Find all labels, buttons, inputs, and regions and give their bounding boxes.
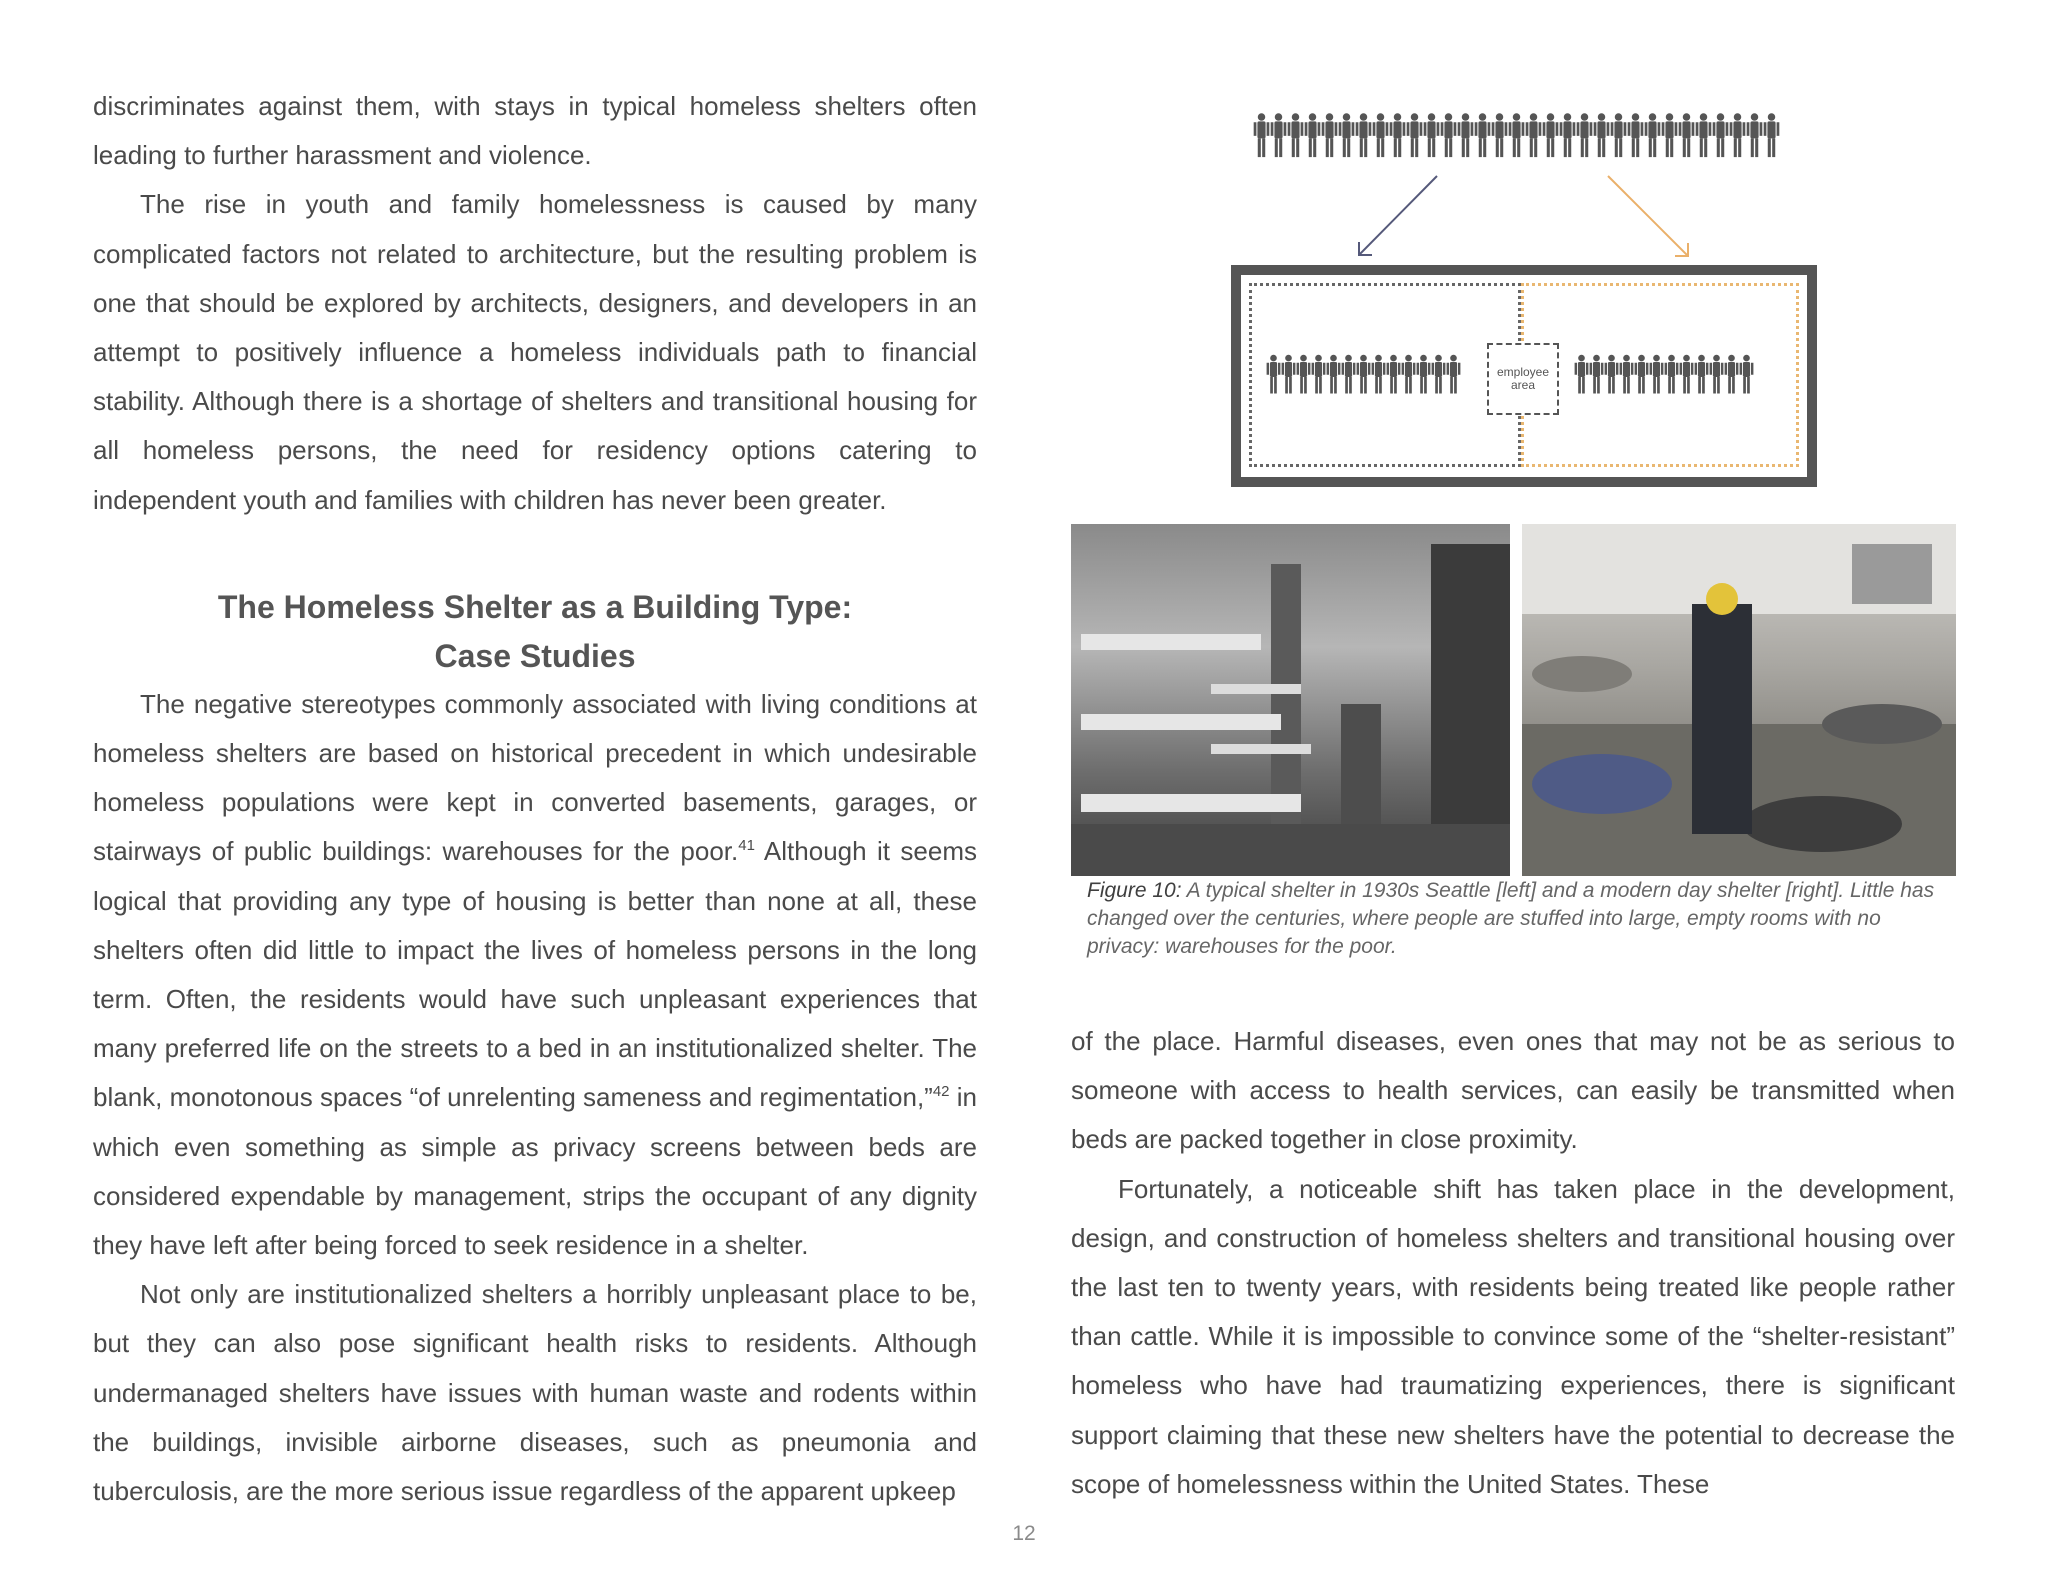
footnote-ref: 41 xyxy=(738,837,755,855)
person-icon xyxy=(1266,351,1281,397)
person-icon xyxy=(1281,351,1296,397)
person-icon xyxy=(1649,351,1664,397)
footnote-ref: 42 xyxy=(932,1083,950,1101)
paragraph: Fortunately, a noticeable shift has taken place in the development, design, and construction of homeless shelters and transitional housing over the last ten to twenty years, with residents being treated like people rather than cattle. While it is impossible to convince some of the “shelter-resistant” homeless who have had traumatizing experiences, there is significant support claiming that these new shelters have the potential to decrease the scope of homelessness within the United States. These xyxy=(1071,1173,1955,1499)
shelter-diagram xyxy=(1225,100,1825,480)
person-icon xyxy=(1739,351,1754,397)
paragraph xyxy=(93,680,977,1270)
paragraph: of the place. Harmful diseases, even ones that may not be as serious to someone with access to health services, can easily be transmitted when beds are packed together in close proximity. xyxy=(1071,1026,1955,1155)
person-icon xyxy=(1386,351,1401,397)
photo-1930s-shelter xyxy=(1071,524,1510,876)
employee-label: employee xyxy=(1496,365,1550,379)
person-icon xyxy=(1446,351,1461,397)
section-heading xyxy=(93,583,977,681)
person-icon xyxy=(1416,351,1431,397)
person-icon xyxy=(1431,351,1446,397)
person-icon xyxy=(1664,351,1679,397)
person-icon xyxy=(1679,351,1694,397)
employee-label: area xyxy=(1510,378,1536,392)
shelter-box xyxy=(1231,265,1817,487)
person-icon xyxy=(1709,351,1724,397)
left-text-column xyxy=(93,82,977,1516)
person-icon xyxy=(1634,351,1649,397)
person-icon xyxy=(1724,351,1739,397)
right-text-column xyxy=(1071,1017,1955,1509)
bunk-beds-image xyxy=(1071,524,1510,876)
person-icon xyxy=(1589,351,1604,397)
arrow-left-icon xyxy=(1359,176,1437,255)
person-icon xyxy=(1356,351,1371,397)
zone-right xyxy=(1521,283,1799,467)
crowded-floor-image xyxy=(1522,524,1956,876)
text-run: The negative stereotypes commonly associated with living conditions at homeless shelters are based on historical precedent in which undesirable homeless populations were kept in converted basements, garages, or stairways of public buildings: warehouses for the poor. xyxy=(93,688,977,867)
person-icon xyxy=(1341,351,1356,397)
photo-modern-shelter xyxy=(1522,524,1956,876)
paragraph: Not only are institutionalized shelters a horribly unpleasant place to be, but they can also pose significant health risks to residents. Although undermanaged shelters have issues with human waste and rodents within the buildings, invisible airborne diseases, such as pneumonia and tuberculosis, are the more serious issue regardless of the apparent upkeep xyxy=(93,1279,977,1507)
person-icon xyxy=(1401,351,1416,397)
person-icon xyxy=(1296,351,1311,397)
person-icon xyxy=(1371,351,1386,397)
caption-text: A typical shelter in 1930s Seattle [left] and a modern day shelter [right]. Little has changed over the centuries, where people are stuffed into large, empty rooms with no privacy: warehouses for the poor. xyxy=(1087,879,1935,958)
people-row-right xyxy=(1574,351,1754,397)
figure-label: Figure 10: xyxy=(1087,879,1182,902)
text-run: in which even something as simple as privacy screens between beds are considered expendable by management, strips the occupant of any dignity they have left after being forced to seek residence in a shelter. xyxy=(93,1082,977,1261)
person-icon xyxy=(1326,351,1341,397)
page-number: 12 xyxy=(1012,1522,1036,1545)
person-icon xyxy=(1311,351,1326,397)
person-icon xyxy=(1694,351,1709,397)
arrows xyxy=(1225,100,1825,270)
paragraph: discriminates against them, with stays in typical homeless shelters often leading to further harassment and violence. xyxy=(93,91,977,171)
person-icon xyxy=(1619,351,1634,397)
heading-line: The Homeless Shelter as a Building Type: xyxy=(217,588,853,625)
text-run: Although it seems logical that providing any type of housing is better than none at all, these shelters often did little to impact the lives of homeless persons in the long term. Often, the residents would have such unpleasant experiences that many preferred life on the streets to a bed in an institutionalized shelter. The blank, monotonous spaces “of unrelenting sameness and regimentation,” xyxy=(93,836,977,1113)
figure-caption xyxy=(1087,877,1947,961)
person-icon xyxy=(1604,351,1619,397)
arrow-right-icon xyxy=(1608,176,1688,256)
heading-line: Case Studies xyxy=(434,637,636,674)
paragraph: The rise in youth and family homelessness is caused by many complicated factors not related to architecture, but the resulting problem is one that should be explored by architects, designers, and developers in an attempt to positively influence a homeless individuals path to financial stability. Although there is a shortage of shelters and transitional housing for all homeless persons, the need for residency options catering to independent youth and families with children has never been greater. xyxy=(93,189,977,515)
zone-left xyxy=(1249,283,1521,467)
person-icon xyxy=(1574,351,1589,397)
employee-area xyxy=(1487,343,1559,415)
people-row-left xyxy=(1266,351,1461,397)
